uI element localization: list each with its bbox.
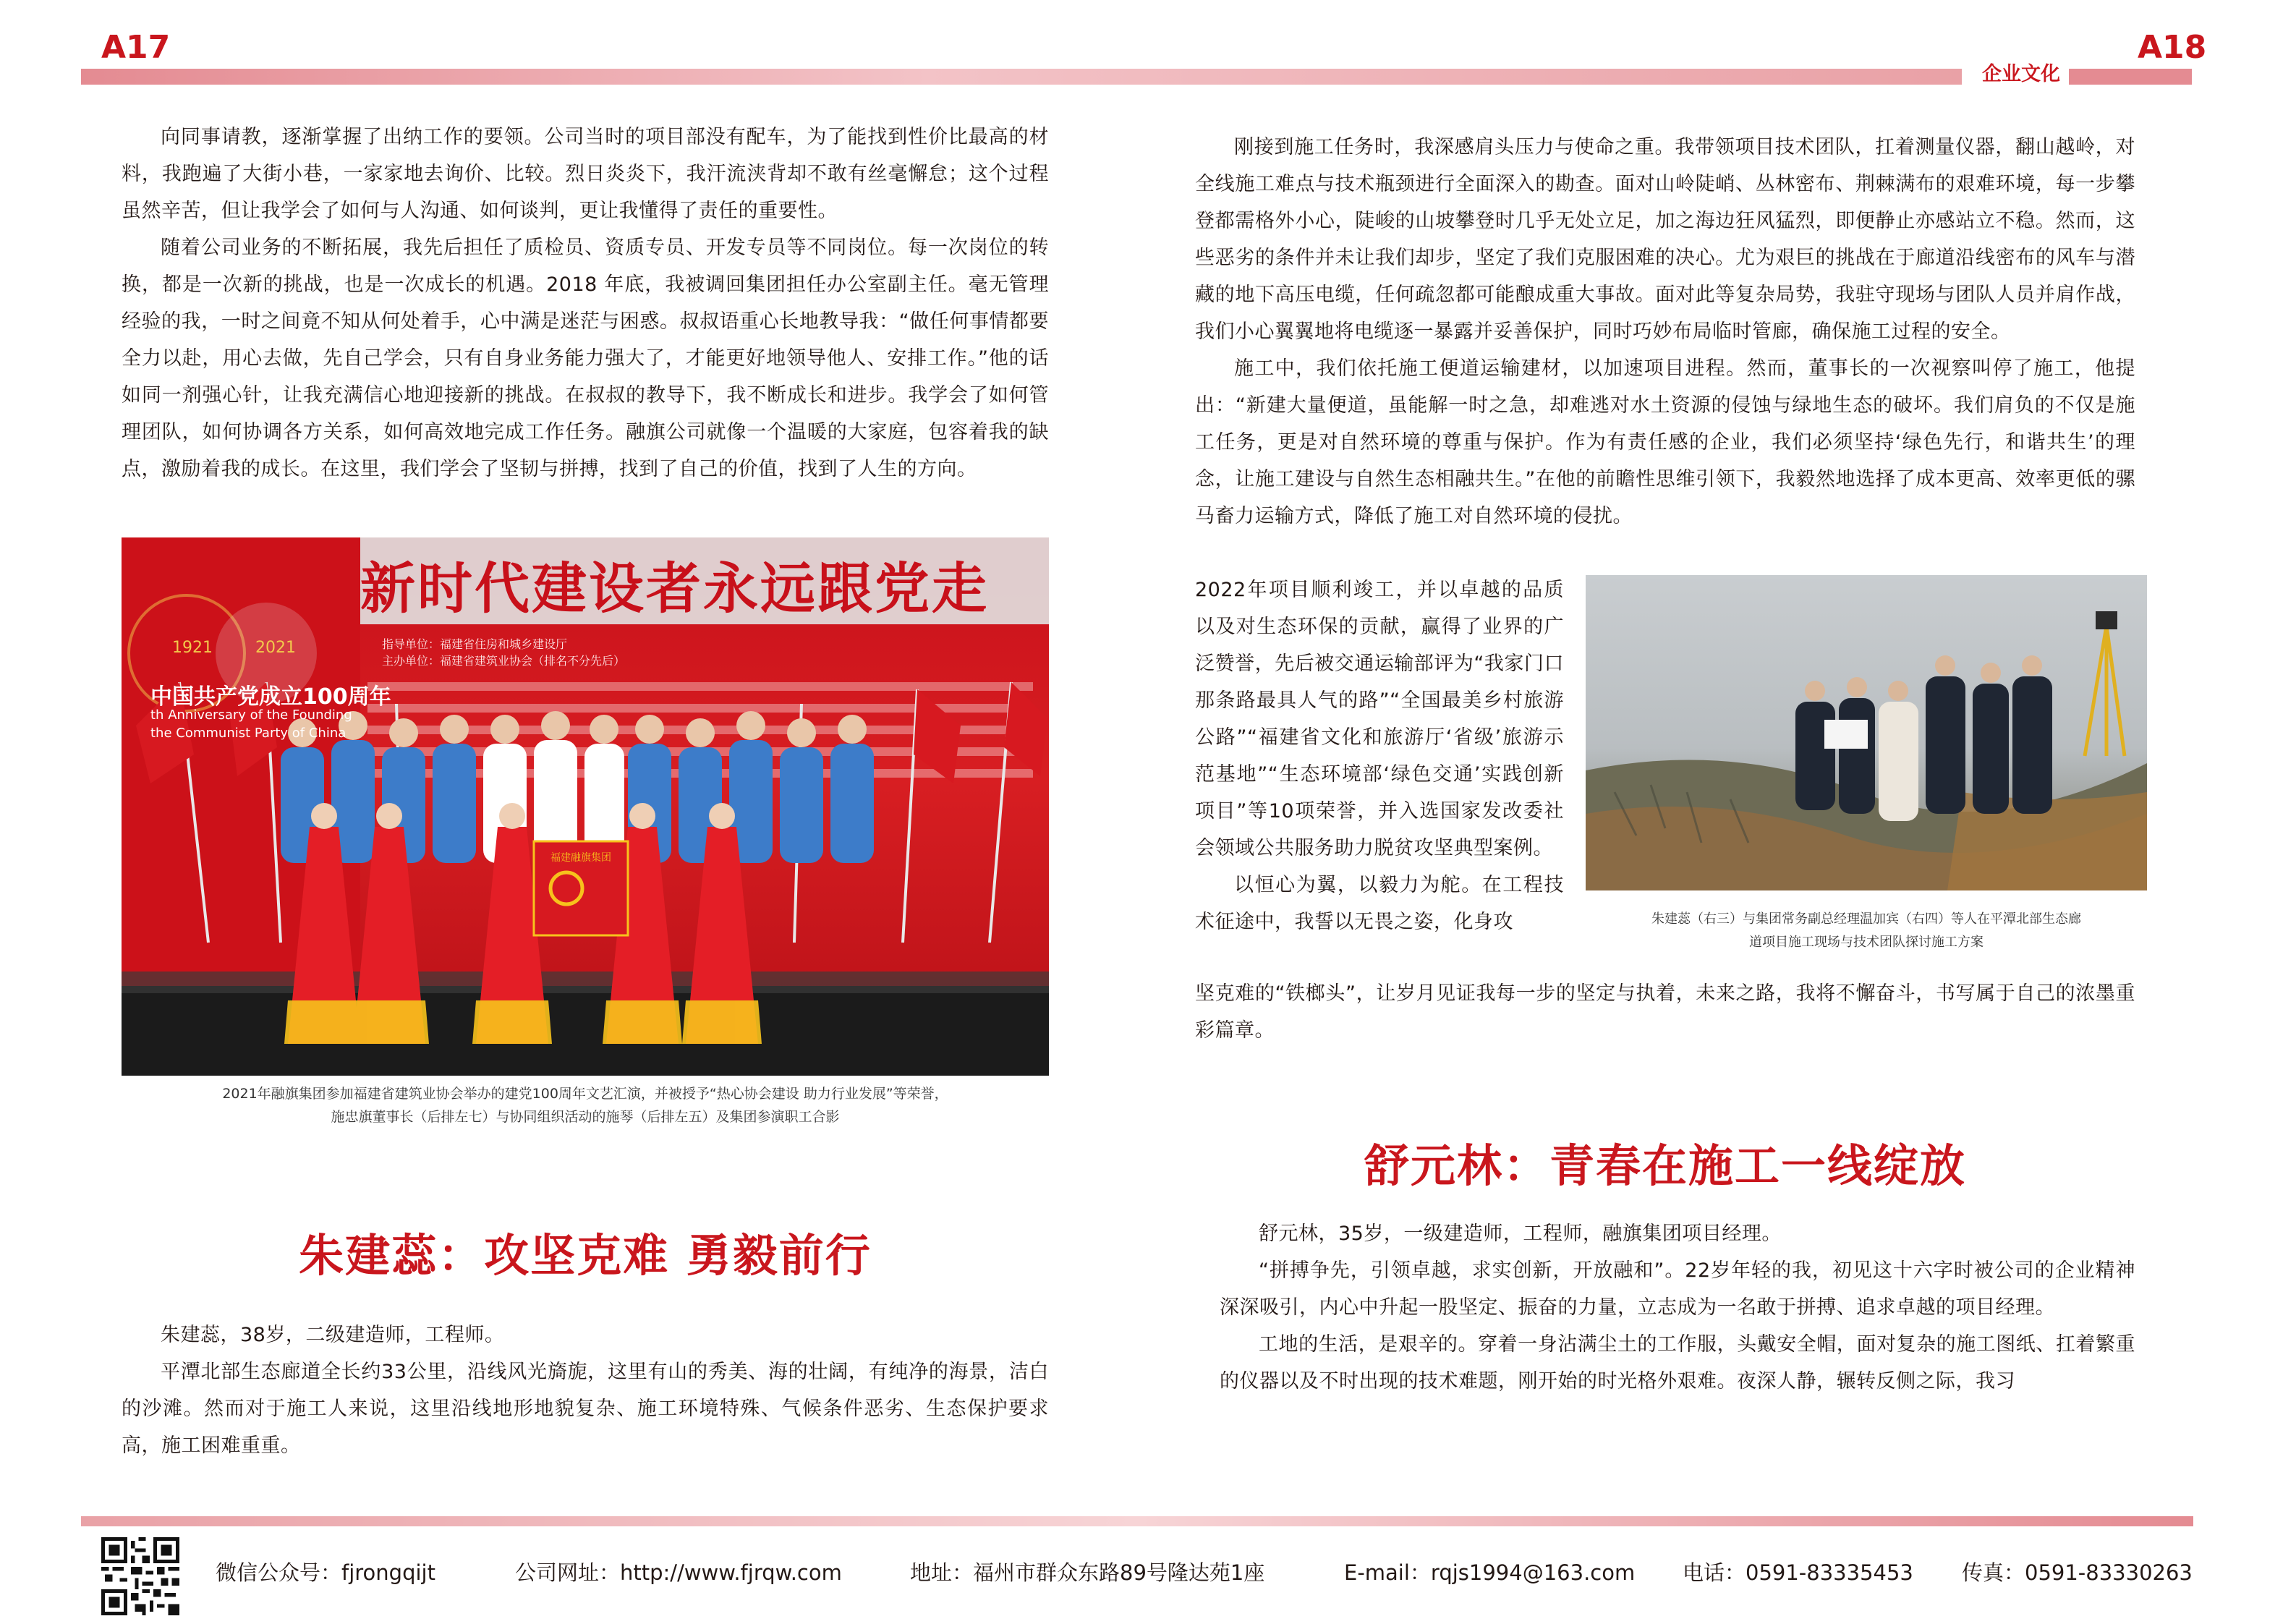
profile-line: 舒元林，35岁，一级建造师，工程师，融旗集团项目经理。 [1259, 1223, 1782, 1245]
photo-party-text-en1: th Anniversary of the Founding [150, 707, 352, 723]
header-bar-left [81, 69, 1962, 85]
paragraph: 刚接到施工任务时，我深感肩头压力与使命之重。我带领项目技术团队，扛着测量仪器，翻山越岭，对全线施工难点与技术瓶颈进行全面深入的勘查。面对山岭陡峭、丛林密布、荆棘满布的艰难环境，每一步攀登都需格外小心，陡峻的山坡攀登时几乎无处立足，加之海边狂风猛烈，即便静止亦感站立不稳。然而，这些恶劣的条件并未让我们却步，坚定了我们克服困难的决心。尤为艰巨的挑战在于廊道沿线密布的风车与潜藏的地下高压电缆，任何疏忽都可能酿成重大事故。面对此等复杂局势，我驻守现场与团队人员并肩作战，我们小心翼翼地将电缆逐一暴露并妥善保护，同时巧妙布局临时管廊，确保施工过程的安全。 [1195, 136, 2135, 343]
footer-bar [81, 1516, 2193, 1526]
site-photo-drawing [1586, 575, 2147, 890]
profile-line: 朱建蕊，38岁，二级建造师，工程师。 [161, 1324, 505, 1346]
header-bar-right [2069, 69, 2192, 85]
left-article-heading: 朱建蕊：攻坚克难 勇毅前行 [299, 1229, 872, 1282]
paragraph: “拼搏争先，引领卓越，求实创新，开放融和”。22岁年轻的我，初见这十六字时被公司的企业精神深深吸引，内心中升起一股坚定、振奋的力量，立志成为一名敢于拼搏、追求卓越的项目经理。 [1220, 1259, 2135, 1319]
footer-phone: 电话：0591-83335453 [1683, 1560, 1913, 1585]
section-label: 企业文化 [1982, 63, 2060, 85]
site-photo [1586, 575, 2147, 890]
right-article-body [1220, 1215, 2135, 1400]
paragraph: 2022年项目顺利竣工，并以卓越的品质以及对生态环保的贡献，赢得了业界的广泛赞誉，先后被交通运输部评为“我家门口那条路最具人气的路”“全国最美乡村旅游公路”“福建省文化和旅游厅‘省级’旅游示范基地”“生态环境部‘绿色交通’实践创新项目”等10项荣誉，并入选国家发改委社会领域公共服务助力脱贫攻坚典型案例。 [1195, 579, 1564, 859]
left-photo-caption [122, 1082, 1049, 1128]
footer-fax: 传真：0591-83330263 [1962, 1560, 2193, 1585]
caption-line: 朱建蕊（右三）与集团常务副总经理温加宾（右四）等人在平潭北部生态廊 [1651, 911, 2081, 927]
photo-year-left: 1921 [172, 639, 213, 657]
footer-address: 地址：福州市群众东路89号隆达苑1座 [910, 1560, 1265, 1585]
photo-flag-text: 福建融旗集团 [550, 852, 611, 864]
qr-code-icon [101, 1537, 179, 1615]
right-photo-caption [1586, 908, 2147, 954]
footer-email-link[interactable]: E-mail：rqjs1994@163.com [1344, 1560, 1636, 1585]
paragraph: 工地的生活，是艰辛的。穿着一身沾满尘土的工作服，头戴安全帽，面对复杂的施工图纸、扛着繁重的仪器以及不时出现的技术难题，刚开始的时光格外艰难。夜深人静，辗转反侧之际，我习 [1220, 1333, 2135, 1393]
photo-party-text-en2: the Communist Party of China [150, 726, 346, 741]
left-page-number: A17 [101, 29, 171, 66]
paragraph: 平潭北部生态廊道全长约33公里，沿线风光旖旎，这里有山的秀美、海的壮阔，有纯净的海景，洁白的沙滩。然而对于施工人来说，这里沿线地形地貌复杂、施工环境特殊、气候条件恶劣、生态保护要求高，施工困难重重。 [122, 1361, 1049, 1457]
right-article-heading: 舒元林：青春在施工一线绽放 [1364, 1139, 1966, 1192]
event-photo [122, 537, 1049, 1076]
paragraph: 坚克难的“铁榔头”，让岁月见证我每一步的坚定与执着，未来之路，我将不懈奋斗，书写属于自己的浓墨重彩篇章。 [1195, 982, 2135, 1042]
photo-party-text: 中国共产党成立100周年 [150, 684, 391, 710]
photo-banner-text: 新时代建设者永远跟党走 [360, 556, 989, 621]
right-top-text [1195, 129, 2135, 535]
paragraph: 向同事请教，逐渐掌握了出纳工作的要领。公司当时的项目部没有配车，为了能找到性价比最高的材料，我跑遍了大街小巷，一家家地去询价、比较。烈日炎炎下，我汗流浃背却不敢有丝毫懈怠；这个过程虽然辛苦，但让我学会了如何与人沟通、如何谈判，更让我懂得了责任的重要性。 [122, 126, 1049, 222]
caption-line: 施忠旗董事长（后排左七）与协同组织活动的施琴（后排左五）及集团参演职工合影 [331, 1109, 840, 1125]
qr-code-drawing [101, 1537, 179, 1615]
caption-line: 2021年融旗集团参加福建省建筑业协会举办的建党100周年文艺汇演，并被授予“热心协会建设 助力行业发展”等荣誉， [222, 1086, 948, 1102]
paragraph: 施工中，我们依托施工便道运输建材，以加速项目进程。然而，董事长的一次视察叫停了施工，他提出：“新建大量便道，虽能解一时之急，却难逃对水土资源的侵蚀与绿地生态的破坏。我们肩负的不仅是施工任务，更是对自然环境的尊重与保护。作为有责任感的企业，我们必须坚持‘绿色先行，和谐共生’的理念，让施工建设与自然生态相融共生。”在他的前瞻性思维引领下，我毅然地选择了成本更高、效率更低的骡马畜力运输方式，降低了施工对自然环境的侵扰。 [1195, 357, 2135, 527]
right-closing-text [1195, 975, 2135, 1049]
footer-website-link[interactable]: 公司网址：http://www.fjrqw.com [515, 1560, 842, 1585]
right-page-number: A18 [2138, 29, 2207, 66]
photo-guidance-text: 指导单位：福建省住房和城乡建设厅 [382, 637, 568, 651]
photo-organizer-text: 主办单位：福建省建筑业协会（排名不分先后） [382, 654, 626, 668]
paragraph: 以恒心为翼，以毅力为舵。在工程技术征途中，我誓以无畏之姿，化身攻 [1195, 874, 1564, 933]
caption-line: 道项目施工现场与技术团队探讨施工方案 [1749, 935, 1984, 950]
footer-wechat: 微信公众号：fjrongqijt [216, 1560, 435, 1585]
paragraph: 随着公司业务的不断拓展，我先后担任了质检员、资质专员、开发专员等不同岗位。每一次岗位的转换，都是一次新的挑战，也是一次成长的机遇。2018 年底，我被调回集团担任办公室副主任。毫无管理经验的我，一时之间竟不知从何处着手，心中满是迷茫与困惑。叔叔语重心长地教导我：“做任何事情都要全力以赴，用心去做，先自己学会，只有自身业务能力强大了，才能更好地领导他人、安排工作。”他的话如同一剂强心针，让我充满信心地迎接新的挑战。在叔叔的教导下，我不断成长和进步。我学会了如何管理团队，如何协调各方关系，如何高效地完成工作任务。融旗公司就像一个温暖的大家庭，包容着我的缺点，激励着我的成长。在这里，我们学会了坚韧与拼搏，找到了自己的价值，找到了人生的方向。 [122, 237, 1049, 480]
right-wrap-text [1195, 571, 1564, 940]
left-article-body [122, 1317, 1049, 1464]
left-intro-text [122, 119, 1049, 488]
photo-year-right: 2021 [255, 639, 296, 657]
